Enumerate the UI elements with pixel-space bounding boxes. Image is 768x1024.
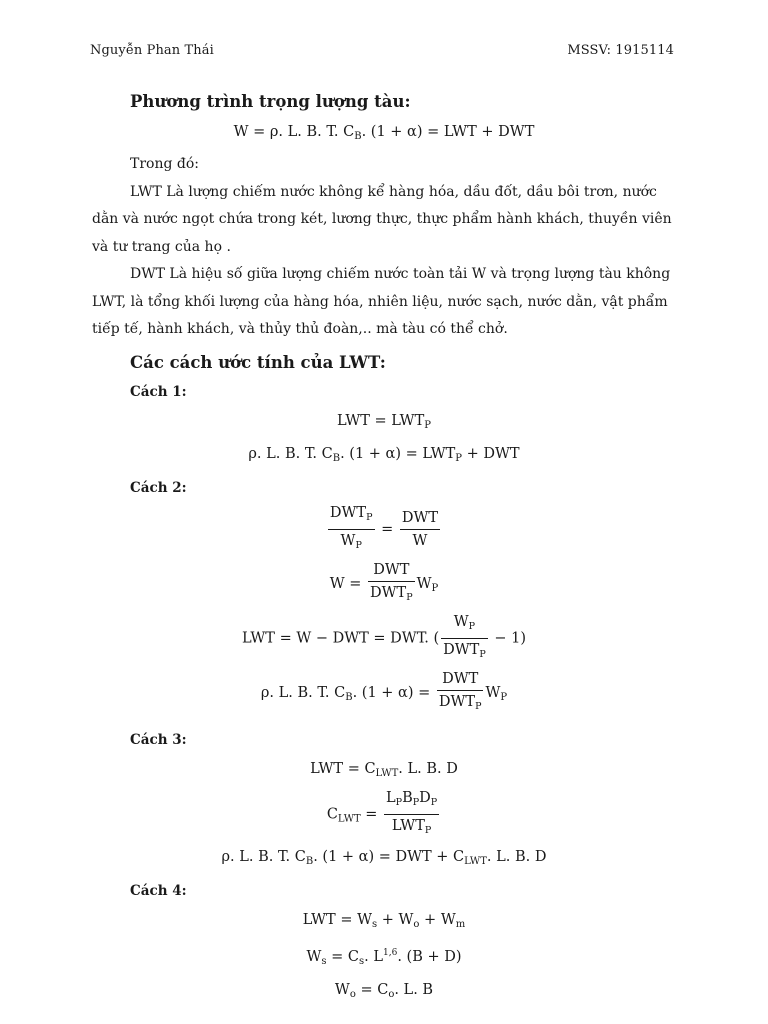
equation-cach3-lwt: LWT = $C_{LWT}$. L. B. D: [310, 760, 458, 779]
equation-cach2-final: ρ. L. B. T. $C_B$. (1 + α) = $\frac{\text{DWT}}{DWT_P}$ $W_P$: [92, 669, 676, 717]
fraction: $\frac{\text{DWT}}{W}$: [401, 509, 439, 549]
equation-cach3-final: ρ. L. B. T. $C_B$. (1 + α) = DWT + $C_{LWT}$. L. B. D: [221, 848, 547, 867]
section-title-lwt-methods: Các cách ước tính của LWT:: [130, 352, 386, 372]
label-cach-4: Cách 4:: [130, 882, 187, 899]
equation-cach4-wo: $W_o = C_o$. L. B: [334, 981, 434, 1000]
fraction: $\frac{W_P}{DWT_P}$: [443, 613, 486, 660]
fraction: $\frac{DWT_P}{W_P}$: [329, 504, 373, 551]
fraction: $\frac{L_PB_PD_P}{LWT_P}$: [386, 789, 438, 836]
label-trong-do: Trong đó:: [130, 156, 199, 172]
paragraph-lwt-definition: LWT Là lượng chiếm nước không kể hàng hóa, dầu đốt, dầu bôi trơn, nước dằn và nước ngọt chứa trong két, lương thực, thực phẩm hành khách, thuyền viên và tư trang của họ .: [92, 183, 672, 255]
equation-cach2-ratio: $\frac{DWT_P}{W_P}$ = $\frac{\text{DWT}}{W}$: [92, 503, 676, 556]
equation-cach4-ws: $W_s = C_s$. L$^{1,6}$. (B + D): [306, 947, 462, 967]
fraction: $\frac{\text{DWT}}{DWT_P}$: [438, 670, 482, 712]
equation-weight: W = ρ. L. B. T. $C_B$. (1 + α) = LWT + DWT: [233, 124, 535, 142]
document-body: [92, 84, 676, 1009]
fraction: $\frac{\text{DWT}}{DWT_P}$: [370, 561, 413, 603]
paragraph-dwt-definition: DWT Là hiệu số giữa lượng chiếm nước toàn tải W và trọng lượng tàu không LWT, là tổng khối lượng của hàng hóa, nhiên liệu, nước sạch, nước dằn, vật phẩm tiếp tế, hành khách, và thủy thủ đoàn,.. mà tàu có thể chở.: [92, 266, 671, 337]
header-student-id: MSSV: 1915114: [567, 43, 674, 58]
label-cach-1: Cách 1:: [130, 383, 187, 400]
header-author: Nguyễn Phan Thái: [90, 43, 214, 58]
equation-cach1-a: LWT = $LWT_P$: [337, 412, 431, 431]
equation-cach2-lwt: LWT = W − DWT = DWT. ( $\frac{W_P}{DWT_P}$ − 1): [92, 612, 676, 665]
label-cach-3: Cách 3:: [130, 731, 187, 748]
equation-cach1-b: ρ. L. B. T. $C_B$. $(1 + \alpha) = LWT_P$ + DWT: [248, 445, 520, 464]
label-cach-2: Cách 2:: [130, 479, 187, 496]
equation-cach3-clwt: $C_{LWT}$ = $\frac{L_PB_PD_P}{LWT_P}$: [92, 788, 676, 841]
equation-cach4-lwt: LWT = $W_s + W_o + W_m$: [302, 911, 466, 930]
equation-cach2-w: W = $\frac{\text{DWT}}{DWT_P}$ $W_P$: [92, 560, 676, 608]
section-title-weight-equation: Phương trình trọng lượng tàu:: [130, 92, 411, 111]
